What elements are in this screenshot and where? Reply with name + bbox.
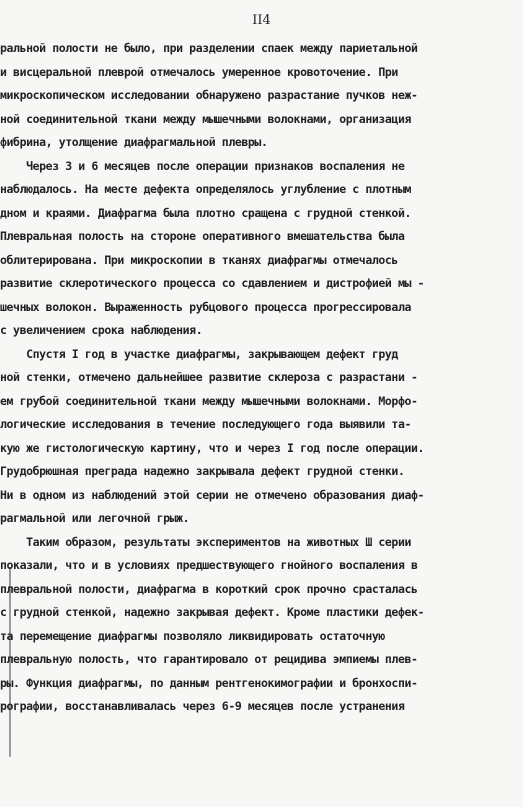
text-line: с грудной стенкой, надежно закрывая дефект. Кроме пластики дефек- (0, 605, 425, 619)
text-line: плевральной полости, диафрагма в короткий срок прочно срасталась (0, 581, 418, 596)
text-line: рагмальной или легочной грыж. (0, 511, 190, 525)
text-line: и висцеральной плеврой отмечалось умеренное кровоточение. При (0, 64, 398, 79)
text-line: наблюдалось. На месте дефекта определялось углубление с плотным (0, 182, 411, 196)
text-line: ной соединительной ткани между мышечными волокнами, организация (0, 111, 411, 126)
page-number: II4 (252, 13, 271, 28)
text-line: с увеличением срока наблюдения. (0, 323, 203, 337)
text-line: плевральную полость, что гарантировало от рецидива эмпиемы плев- (0, 652, 418, 666)
text-line: микроскопическом исследовании обнаружено разрастание пучков неж- (0, 88, 418, 102)
text-line: кую же гистологическую картину, что и через I год после операции. (0, 440, 425, 455)
text-line: ры. Функция диафрагмы, по данным рентгенокимографии и бронхоспи- (0, 675, 418, 690)
text-line: та перемещение диафрагмы позволяло ликвидировать остаточную (0, 628, 385, 643)
text-line: Таким образом, результаты экспериментов на животных Ш серии (0, 534, 411, 549)
text-line: ем грубой соединительной ткани между мышечными волокнами. Морфо- (0, 393, 418, 408)
text-line: ной стенки, отмечено дальнейшее развитие склероза с разрастани - (0, 370, 418, 384)
text-line: шечных волокон. Выраженность рубцового процесса прогрессировала (0, 299, 411, 314)
text-line: Грудобрюшная преграда надежно закрывала дефект грудной стенки. (0, 464, 405, 478)
text-line: логические исследования в течение последующего года выявили та- (0, 417, 411, 431)
text-line: дном и краями. Диафрагма была плотно сращена с грудной стенкой. (0, 205, 411, 220)
text-line: Ни в одном из наблюдений этой серии не отмечено образования диаф- (0, 487, 425, 502)
text-line: рографии, восстанавливалась через 6-9 месяцев после устранения (0, 699, 405, 713)
text-line: Через 3 и 6 месяцев после операции признаков воспаления не (0, 158, 405, 173)
text-line: ральной полости не было, при разделении спаек между париетальной (0, 41, 418, 55)
text-line: фибрина, утолщение диафрагмальной плевры. (0, 135, 268, 149)
text-line: облитерирована. При микроскопии в тканях диафрагмы отмечалось (0, 252, 398, 267)
text-body (0, 37, 523, 719)
text-line: Плевральная полость на стороне оперативного вмешательства была (0, 229, 405, 243)
text-line: развитие склеротического процесса со сдавлением и дистрофией мы - (0, 276, 425, 290)
text-line: Спустя I год в участке диафрагмы, закрывающем дефект груд (0, 346, 398, 361)
text-line: показали, что и в условиях предшествующего гнойного воспаления в (0, 558, 418, 572)
